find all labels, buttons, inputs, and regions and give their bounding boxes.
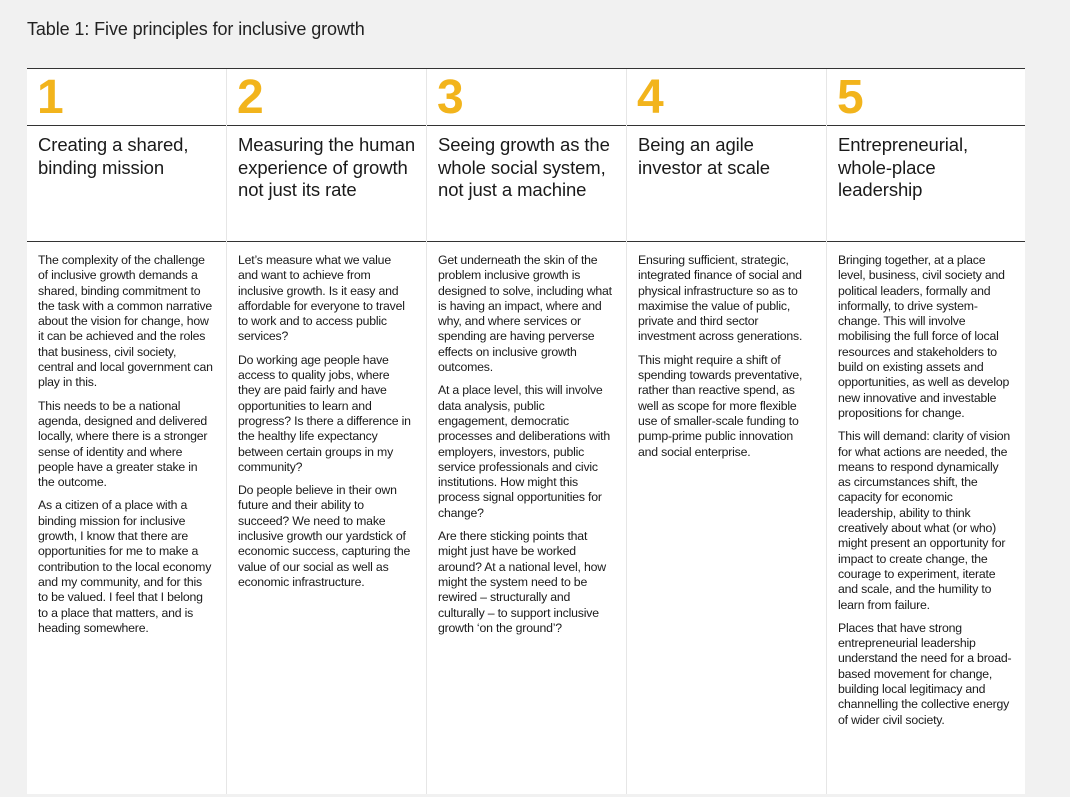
principle-heading: Seeing growth as the whole social system, not just a machine [427, 126, 626, 242]
principle-number: 1 [27, 69, 226, 126]
principle-body [27, 242, 226, 636]
principles-table [27, 68, 1025, 794]
principle-paragraph: This needs to be a national agenda, designed and delivered locally, where there is a stronger sense of identity and where people have a greater stake in the outcome. [38, 398, 208, 490]
principle-heading: Creating a shared, binding mission [27, 126, 226, 242]
table-title: Table 1: Five principles for inclusive growth [27, 19, 365, 39]
principle-paragraph: As a citizen of a place with a binding mission for inclusive growth, I know that there are opportunities for me to make a contribution to the local economy and my community, and for this to be valued. I feel that I belong to a place that matters, and is heading somewhere. [38, 498, 212, 635]
principle-column-5 [827, 69, 1025, 794]
principle-paragraph: Do people believe in their own future and their ability to succeed? We need to make inclusive growth our yardstick of economic success, capturing the value of our social as well as economic infrastructure. [238, 483, 411, 589]
principle-body [227, 242, 426, 590]
principle-number: 2 [227, 69, 426, 126]
principle-body [827, 242, 1025, 728]
principle-body [427, 242, 626, 636]
principle-column-2 [227, 69, 427, 794]
principle-body [627, 242, 826, 460]
principle-paragraph: This will demand: clarity of vision for what actions are needed, the means to respond dynamically as circumstances shift, the capacity for economic leadership, ability to think creatively about what (or who) might present an opportunity for impact to create change, the courage to experiment, iterate and scale, and the humility to learn from failure. [838, 429, 1011, 612]
principle-paragraph: Let’s measure what we value and want to achieve from inclusive growth. Is it easy and affordable for everyone to travel to work and to access public services? [238, 253, 405, 344]
principle-column-3 [427, 69, 627, 794]
principle-paragraph: At a place level, this will involve data analysis, public engagement, democratic processes and deliberations with employers, investors, public service professionals and civic institutions. How might this process signal opportunities for change? [438, 383, 611, 520]
principle-paragraph: The complexity of the challenge of inclusive growth demands a shared, binding commitment to the task with a common narrative about the vision for change, how it can be achieved and the roles that business, civil society, central and local government can play in this. [38, 253, 213, 390]
principle-paragraph: Ensuring sufficient, strategic, integrated finance of social and physical infrastructure so as to maximise the value of public, private and third sector investment across generations. [638, 253, 803, 344]
principle-paragraph: Are there sticking points that might just have be worked around? At a national level, how might the system need to be rewired – structurally and culturally – to support inclusive growth ‘on the ground’? [438, 529, 606, 635]
principle-number: 3 [427, 69, 626, 126]
principle-heading: Being an agile investor at scale [627, 126, 826, 242]
principle-heading: Entrepreneurial, whole-place leadership [827, 126, 1025, 242]
principle-column-4 [627, 69, 827, 794]
principle-number: 5 [827, 69, 1025, 126]
principle-paragraph: Get underneath the skin of the problem inclusive growth is designed to solve, including what is having an impact, where and why, and where services or spending are having perverse effects on inclusive growth outcomes. [438, 253, 612, 375]
principle-paragraph: Places that have strong entrepreneurial leadership understand the need for a broad-based movement for change, building local legitimacy and channelling the collective energy of wider civil society. [838, 620, 1012, 727]
principle-paragraph: Do working age people have access to quality jobs, where they are paid fairly and have opportunities to learn and progress? Is there a difference in the healthy life expectancy between certain groups in my community? [238, 352, 411, 474]
principle-heading: Measuring the human experience of growth not just its rate [227, 126, 426, 242]
principle-paragraph: This might require a shift of spending towards preventative, rather than reactive spend, as well as scope for more flexible use of smaller-scale funding to pump-prime public innovation and social enterprise. [638, 352, 803, 459]
principle-paragraph: Bringing together, at a place level, business, civil society and political leaders, formally and informally, to drive system-change. This will involve mobilising the full force of local resources and stakeholders to build on existing assets and opportunities, as well as develop new innovative and investable propositions for change. [838, 253, 1010, 420]
principle-column-1 [27, 69, 227, 794]
principle-number: 4 [627, 69, 826, 126]
